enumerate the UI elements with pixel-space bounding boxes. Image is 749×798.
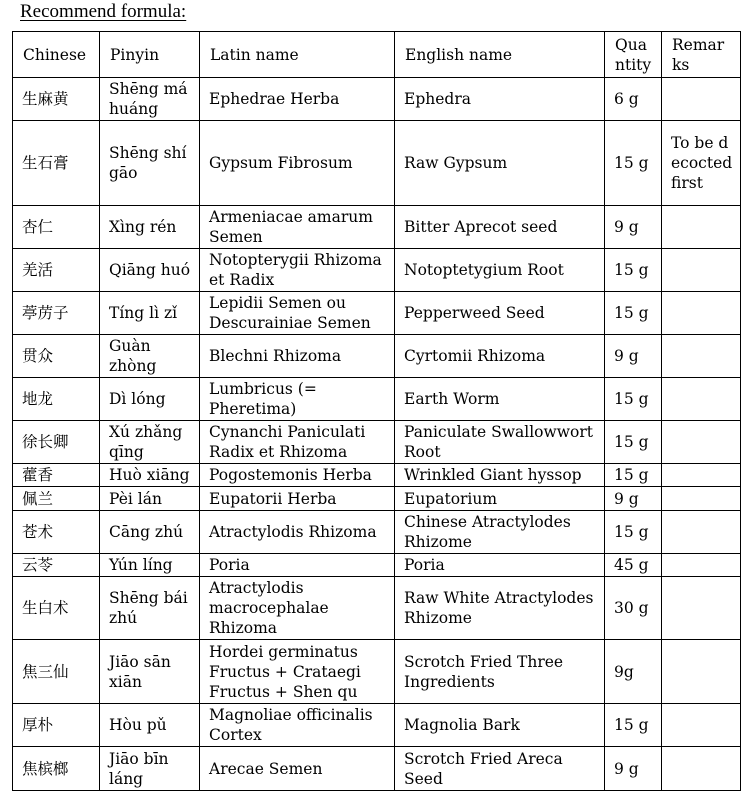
- table-row: [13, 704, 741, 747]
- cell-chinese: 生麻黄: [13, 78, 100, 121]
- cell-english: Bitter Aprecot seed: [395, 206, 605, 249]
- table-row: [13, 640, 741, 704]
- table-row: [13, 378, 741, 421]
- cell-pinyin: Jiāo bīn láng: [100, 747, 200, 791]
- cell-remarks: [662, 511, 741, 554]
- cell-quantity: 9 g: [605, 335, 662, 378]
- cell-pinyin: Qiāng huó: [100, 249, 200, 292]
- cell-remarks: [662, 747, 741, 791]
- cell-chinese: 葶苈子: [13, 292, 100, 335]
- formula-table: [12, 31, 741, 791]
- cell-remarks: [662, 249, 741, 292]
- column-header-latin: Latin name: [200, 32, 395, 78]
- cell-chinese: 杏仁: [13, 206, 100, 249]
- cell-quantity: 15 g: [605, 378, 662, 421]
- cell-quantity: 9 g: [605, 747, 662, 791]
- column-header-pinyin: Pinyin: [100, 32, 200, 78]
- cell-chinese: 焦槟榔: [13, 747, 100, 791]
- cell-remarks: [662, 640, 741, 704]
- cell-latin: Magnoliae officinalis Cortex: [200, 704, 395, 747]
- cell-pinyin: Jiāo sān xiān: [100, 640, 200, 704]
- column-header-english: English name: [395, 32, 605, 78]
- cell-remarks: [662, 554, 741, 577]
- table-row: [13, 78, 741, 121]
- cell-latin: Pogostemonis Herba: [200, 464, 395, 487]
- cell-quantity: 9 g: [605, 206, 662, 249]
- column-header-chinese: Chinese: [13, 32, 100, 78]
- cell-chinese: 佩兰: [13, 487, 100, 511]
- cell-quantity: 15 g: [605, 121, 662, 206]
- cell-pinyin: Shēng bái zhú: [100, 577, 200, 640]
- table-row: [13, 577, 741, 640]
- cell-quantity: 9 g: [605, 487, 662, 511]
- cell-english: Magnolia Bark: [395, 704, 605, 747]
- column-header-remarks: Remarks: [662, 32, 741, 78]
- cell-quantity: 15 g: [605, 249, 662, 292]
- cell-quantity: 45 g: [605, 554, 662, 577]
- cell-latin: Eupatorii Herba: [200, 487, 395, 511]
- cell-english: Scrotch Fried Three Ingredients: [395, 640, 605, 704]
- cell-pinyin: Tíng lì zǐ: [100, 292, 200, 335]
- cell-english: Chinese Atractylodes Rhizome: [395, 511, 605, 554]
- cell-remarks: [662, 464, 741, 487]
- table-row: [13, 464, 741, 487]
- cell-pinyin: Dì lóng: [100, 378, 200, 421]
- cell-chinese: 地龙: [13, 378, 100, 421]
- cell-pinyin: Xìng rén: [100, 206, 200, 249]
- cell-chinese: 羌活: [13, 249, 100, 292]
- page-title: Recommend formula:: [20, 1, 187, 22]
- cell-pinyin: Huò xiāng: [100, 464, 200, 487]
- table-header-row: [13, 32, 741, 78]
- cell-remarks: [662, 206, 741, 249]
- cell-latin: Cynanchi Paniculati Radix et Rhizoma: [200, 421, 395, 464]
- cell-remarks: To be decocted first: [662, 121, 741, 206]
- cell-latin: Arecae Semen: [200, 747, 395, 791]
- column-header-quantity: Quantity: [605, 32, 662, 78]
- cell-quantity: 9g: [605, 640, 662, 704]
- cell-english: Raw Gypsum: [395, 121, 605, 206]
- cell-quantity: 15 g: [605, 464, 662, 487]
- cell-latin: Armeniacae amarum Semen: [200, 206, 395, 249]
- cell-remarks: [662, 78, 741, 121]
- table-row: [13, 554, 741, 577]
- table-row: [13, 747, 741, 791]
- cell-pinyin: Yún líng: [100, 554, 200, 577]
- cell-latin: Atractylodis Rhizoma: [200, 511, 395, 554]
- cell-english: Earth Worm: [395, 378, 605, 421]
- table-row: [13, 335, 741, 378]
- cell-english: Paniculate Swallowwort Root: [395, 421, 605, 464]
- cell-chinese: 徐长卿: [13, 421, 100, 464]
- cell-remarks: [662, 335, 741, 378]
- cell-remarks: [662, 577, 741, 640]
- cell-latin: Gypsum Fibrosum: [200, 121, 395, 206]
- cell-chinese: 藿香: [13, 464, 100, 487]
- cell-chinese: 云苓: [13, 554, 100, 577]
- table-row: [13, 487, 741, 511]
- cell-quantity: 15 g: [605, 421, 662, 464]
- cell-quantity: 15 g: [605, 511, 662, 554]
- cell-latin: Lepidii Semen ou Descurainiae Semen: [200, 292, 395, 335]
- cell-remarks: [662, 292, 741, 335]
- cell-chinese: 焦三仙: [13, 640, 100, 704]
- cell-pinyin: Xú zhǎng qīng: [100, 421, 200, 464]
- cell-pinyin: Cāng zhú: [100, 511, 200, 554]
- cell-latin: Atractylodis macrocephalae Rhizoma: [200, 577, 395, 640]
- table-row: [13, 121, 741, 206]
- cell-chinese: 生石膏: [13, 121, 100, 206]
- cell-english: Notoptetygium Root: [395, 249, 605, 292]
- cell-chinese: 贯众: [13, 335, 100, 378]
- cell-quantity: 15 g: [605, 292, 662, 335]
- cell-latin: Notopterygii Rhizoma et Radix: [200, 249, 395, 292]
- cell-quantity: 30 g: [605, 577, 662, 640]
- table-row: [13, 249, 741, 292]
- cell-english: Raw White Atractylodes Rhizome: [395, 577, 605, 640]
- cell-pinyin: Shēng má huáng: [100, 78, 200, 121]
- cell-english: Cyrtomii Rhizoma: [395, 335, 605, 378]
- cell-pinyin: Hòu pǔ: [100, 704, 200, 747]
- cell-english: Ephedra: [395, 78, 605, 121]
- cell-remarks: [662, 421, 741, 464]
- table-row: [13, 292, 741, 335]
- cell-remarks: [662, 487, 741, 511]
- cell-english: Scrotch Fried Areca Seed: [395, 747, 605, 791]
- cell-english: Pepperweed Seed: [395, 292, 605, 335]
- cell-quantity: 6 g: [605, 78, 662, 121]
- cell-chinese: 苍术: [13, 511, 100, 554]
- cell-pinyin: Shēng shí gāo: [100, 121, 200, 206]
- cell-pinyin: Guàn zhòng: [100, 335, 200, 378]
- cell-latin: Blechni Rhizoma: [200, 335, 395, 378]
- cell-latin: Poria: [200, 554, 395, 577]
- cell-pinyin: Pèi lán: [100, 487, 200, 511]
- table-row: [13, 206, 741, 249]
- cell-english: Poria: [395, 554, 605, 577]
- cell-latin: Hordei germinatus Fructus + Crataegi Fructus + Shen qu: [200, 640, 395, 704]
- cell-english: Wrinkled Giant hyssop: [395, 464, 605, 487]
- cell-latin: Lumbricus (= Pheretima): [200, 378, 395, 421]
- cell-chinese: 生白术: [13, 577, 100, 640]
- cell-english: Eupatorium: [395, 487, 605, 511]
- table-row: [13, 421, 741, 464]
- cell-chinese: 厚朴: [13, 704, 100, 747]
- cell-quantity: 15 g: [605, 704, 662, 747]
- cell-latin: Ephedrae Herba: [200, 78, 395, 121]
- table-row: [13, 511, 741, 554]
- cell-remarks: [662, 378, 741, 421]
- cell-remarks: [662, 704, 741, 747]
